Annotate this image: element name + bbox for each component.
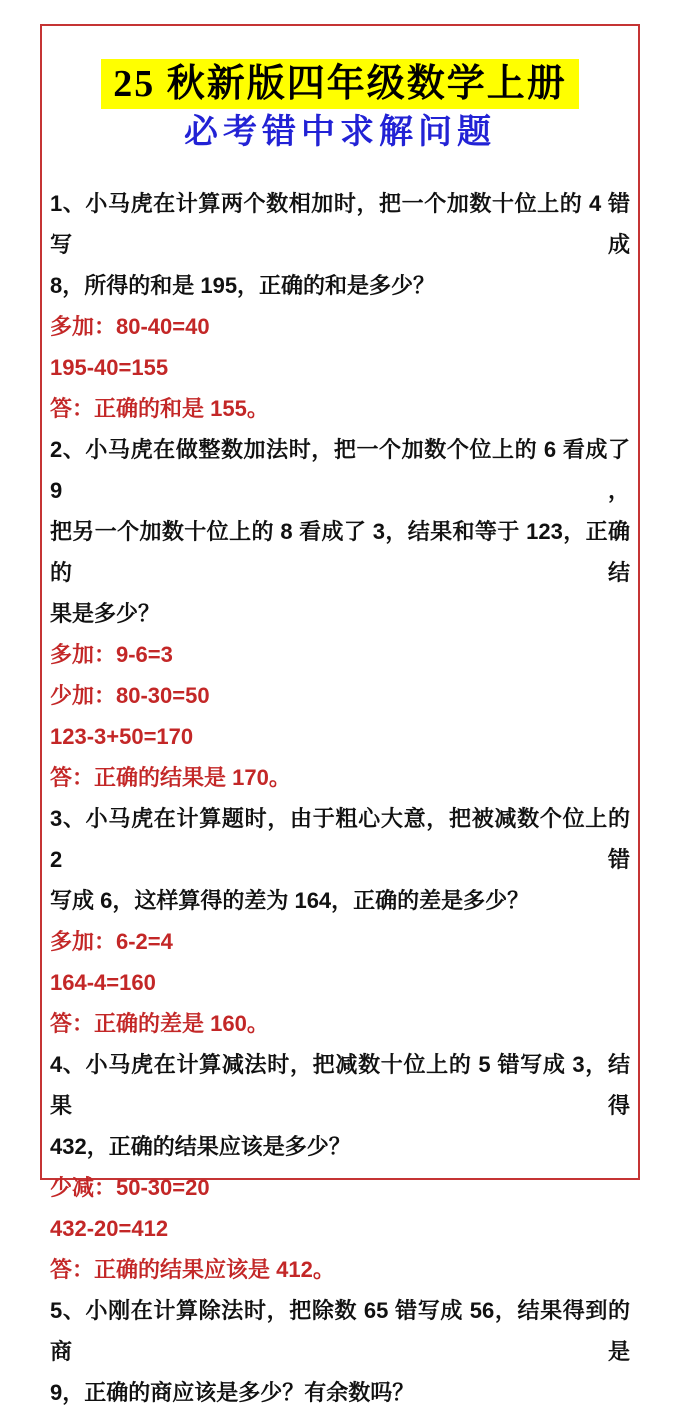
answer-line: 123-3+50=170 (50, 724, 194, 749)
page-subtitle: 必考错中求解问题 (184, 114, 496, 151)
worksheet-content (42, 26, 638, 1413)
question-line: 2、小马虎在做整数加法时，把一个加数个位上的 6 看成了 9， (50, 437, 630, 503)
question-line: 写成 6，这样算得的差为 164，正确的差是多少？ (50, 888, 530, 913)
question-line: 432，正确的结果应该是多少？ (50, 1134, 351, 1159)
answer-line: 多加：80-40=40 (50, 314, 210, 339)
answer-line: 195-40=155 (50, 355, 169, 380)
answer-line: 答：正确的和是 155。 (50, 396, 269, 421)
question-line: 果是多少？ (50, 601, 161, 626)
question-line: 9，正确的商应该是多少？有余数吗？ (50, 1380, 415, 1405)
answer-line: 多加：6-2=4 (50, 929, 173, 954)
question-line: 3、小马虎在计算题时，由于粗心大意，把被减数个位上的 2 错 (50, 806, 630, 872)
problems-list (48, 183, 632, 1413)
question-line: 把另一个加数十位上的 8 看成了 3，结果和等于 123，正确的结 (50, 519, 630, 585)
answer-line: 答：正确的结果应该是 412。 (50, 1257, 335, 1282)
problem-4 (50, 1044, 630, 1290)
answer-line: 432-20=412 (50, 1216, 169, 1241)
answer-line: 答：正确的结果是 170。 (50, 765, 291, 790)
question-line: 4、小马虎在计算减法时，把减数十位上的 5 错写成 3，结果得 (50, 1052, 630, 1118)
problem-3 (50, 798, 630, 1044)
answer-line: 164-4=160 (50, 970, 156, 995)
problem-1 (50, 183, 630, 429)
header (48, 59, 632, 109)
answer-line: 答：正确的差是 160。 (50, 1011, 269, 1036)
problem-5 (50, 1290, 630, 1413)
question-line: 5、小刚在计算除法时，把除数 65 错写成 56，结果得到的商是 (50, 1298, 630, 1364)
answer-line: 少加：80-30=50 (50, 683, 210, 708)
question-line: 8，所得的和是 195，正确的和是多少？ (50, 273, 436, 298)
worksheet-page (40, 24, 640, 1405)
problem-2 (50, 429, 630, 798)
answer-line: 多加：9-6=3 (50, 642, 173, 667)
question-line: 1、小马虎在计算两个数相加时，把一个加数十位上的 4 错写成 (50, 191, 630, 257)
answer-line: 少减：50-30=20 (50, 1175, 210, 1200)
page-title: 25 秋新版四年级数学上册 (101, 59, 579, 109)
